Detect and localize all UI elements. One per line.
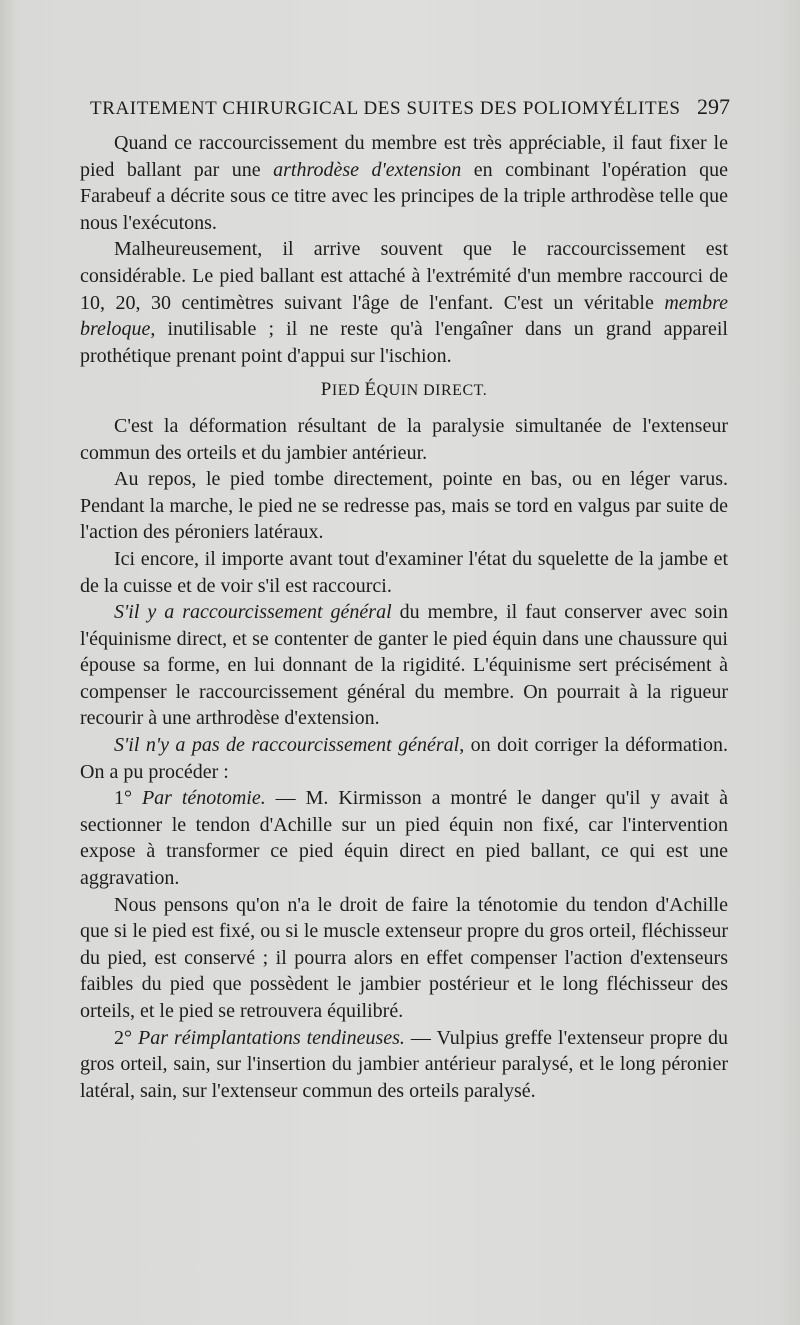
p8-number: 1° (114, 787, 142, 810)
paragraph-7 (80, 732, 728, 785)
heading-text-b: QUIN DIRECT. (376, 382, 488, 400)
p8-text: — M. Kirmisson a montré le danger qu'il y avait à sectionner le tendon d'Achille sur un pied équin non fixé, car l'intervention expose à transformer ce pied équin direct en pied ballant, ce qui est une aggravation. (80, 787, 728, 890)
running-title: TRAITEMENT CHIRURGICAL DES SUITES DES POLIOMYÉLITES (90, 98, 681, 119)
p2-emphasis: membre breloque (80, 291, 728, 341)
paragraph-4: Au repos, le pied tombe directement, pointe en bas, ou en léger varus. Pendant la marche, le pied ne se redresse pas, mais se tord en valgus par suite de l'action des péroniers latéraux. (80, 468, 728, 544)
p7-text: , on doit corriger la déformation. On a pu procéder : (80, 734, 728, 783)
paragraph-8 (80, 785, 728, 891)
p1-text-b: en combinant l'opération que Farabeuf a décrite sous ce titre avec les principes de la triple arthrodèse telle que nous l'exécutons. (80, 158, 728, 234)
heading-cap-1: P (320, 379, 332, 401)
paragraph-1 (80, 130, 728, 236)
p2-text-b: , inutilisable ; il ne reste qu'à l'engaîner dans un grand appareil prothétique prenant point d'appui sur l'ischion. (80, 318, 728, 367)
p8-emphasis: Par ténotomie. (141, 787, 266, 810)
heading-text-a: IED (331, 382, 365, 400)
body-text (80, 130, 728, 1104)
p6-emphasis: S'il y a raccourcissement général (114, 601, 392, 624)
p1-emphasis: arthrodèse d'extension (273, 158, 462, 181)
paragraph-2 (80, 236, 728, 369)
paragraph-10 (80, 1025, 728, 1105)
p6-text: du membre, il faut conserver avec soin l'équinisme direct, et se contenter de ganter le pied équin dans une chaussure qui épouse sa forme, en lui donnant de la rigidité. L'équinisme sert précisément à compenser le raccourcissement général du membre. On pourrait à la rigueur recourir à une arthrodèse d'extension. (80, 601, 728, 730)
p10-emphasis: Par réimplantations tendineuses. (137, 1026, 405, 1049)
paragraph-3: C'est la déformation résultant de la paralysie simultanée de l'extenseur commun des orteils et du jambier antérieur. (80, 414, 728, 464)
page-number: 297 (697, 94, 730, 119)
p1-text-a: Quand ce raccourcissement du membre est très appréciable, il faut fixer le pied ballant par une (80, 132, 728, 181)
heading-cap-2: É (364, 379, 377, 401)
p7-emphasis: S'il n'y a pas de raccourcissement général (114, 734, 460, 757)
p10-number: 2° (114, 1026, 138, 1049)
p2-text-a: Malheureusement, il arrive souvent que le raccourcissement est considérable. Le pied ballant est attaché à l'extrémité d'un membre raccourci de 10, 20, 30 centimètres suivant l'âge de l'enfant. C'est un véritable (80, 238, 728, 314)
paragraph-9: Nous pensons qu'on n'a le droit de faire la ténotomie du tendon d'Achille que si le pied est fixé, ou si le muscle extenseur propre du gros orteil, fléchisseur du pied, est conservé ; il pourra alors en effet compenser l'action d'extenseurs faibles du pied que possèdent le jambier postérieur et le long fléchisseur des orteils, et le pied se retrouvera équilibré. (80, 893, 728, 1022)
section-heading (80, 377, 728, 405)
paragraph-5: Ici encore, il importe avant tout d'examiner l'état du squelette de la jambe et de la cuisse et de voir s'il est raccourci. (80, 547, 728, 597)
paragraph-6 (80, 599, 728, 732)
p10-text: — Vulpius greffe l'extenseur propre du gros orteil, sain, sur l'insertion du jambier antérieur paralysé, et le long péronier latéral, sain, sur l'extenseur commun des orteils paralysé. (80, 1026, 728, 1102)
